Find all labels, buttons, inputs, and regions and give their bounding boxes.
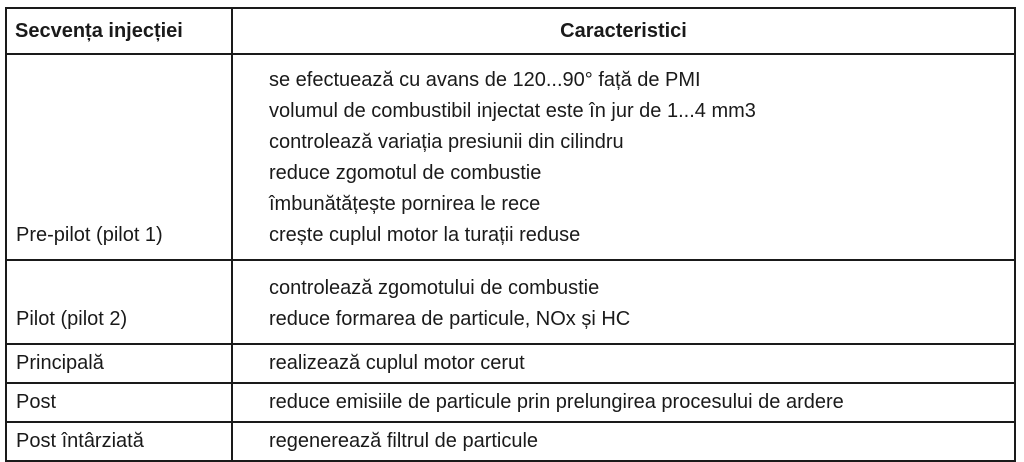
sequence-cell <box>6 344 232 383</box>
characteristics-cell <box>232 54 1015 260</box>
table-row <box>6 383 1015 422</box>
characteristics-cell <box>232 383 1015 422</box>
sequence-cell <box>6 260 232 344</box>
sequence-label: Post <box>16 391 57 413</box>
characteristics-cell <box>232 422 1015 461</box>
table-row <box>6 54 1015 260</box>
characteristic-line: volumul de combustibil injectat este în jur de 1...4 mm3 <box>269 100 756 122</box>
sequence-label: Post întârziată <box>16 430 144 452</box>
table-row <box>6 344 1015 383</box>
sequence-cell <box>6 422 232 461</box>
characteristic-line: crește cuplul motor la turații reduse <box>269 224 581 246</box>
sequence-label: Pilot (pilot 2) <box>16 308 128 330</box>
sequence-cell <box>6 383 232 422</box>
characteristic-line: controlează variația presiunii din cilindru <box>269 131 624 153</box>
sequence-label: Pre-pilot (pilot 1) <box>16 224 163 246</box>
table-row <box>6 422 1015 461</box>
characteristic-line: regenerează filtrul de particule <box>269 430 539 452</box>
characteristic-line: controlează zgomotului de combustie <box>269 277 600 299</box>
sequence-cell <box>6 54 232 260</box>
characteristic-line: se efectuează cu avans de 120...90° față de PMI <box>269 69 701 91</box>
table-row <box>6 260 1015 344</box>
table-header-row <box>6 8 1015 54</box>
sequence-label: Principală <box>16 352 104 374</box>
header-characteristics: Caracteristici <box>232 8 1015 54</box>
characteristic-line: reduce emisiile de particule prin prelungirea procesului de ardere <box>269 391 844 413</box>
characteristic-line: reduce zgomotul de combustie <box>269 162 542 184</box>
characteristic-line: realizează cuplul motor cerut <box>269 352 525 374</box>
characteristic-line: îmbunătățește pornirea le rece <box>269 193 541 215</box>
injection-sequence-table <box>5 7 1016 462</box>
characteristics-cell <box>232 260 1015 344</box>
characteristics-cell <box>232 344 1015 383</box>
header-sequence: Secvența injecției <box>6 8 232 54</box>
characteristic-line: reduce formarea de particule, NOx și HC <box>269 308 631 330</box>
